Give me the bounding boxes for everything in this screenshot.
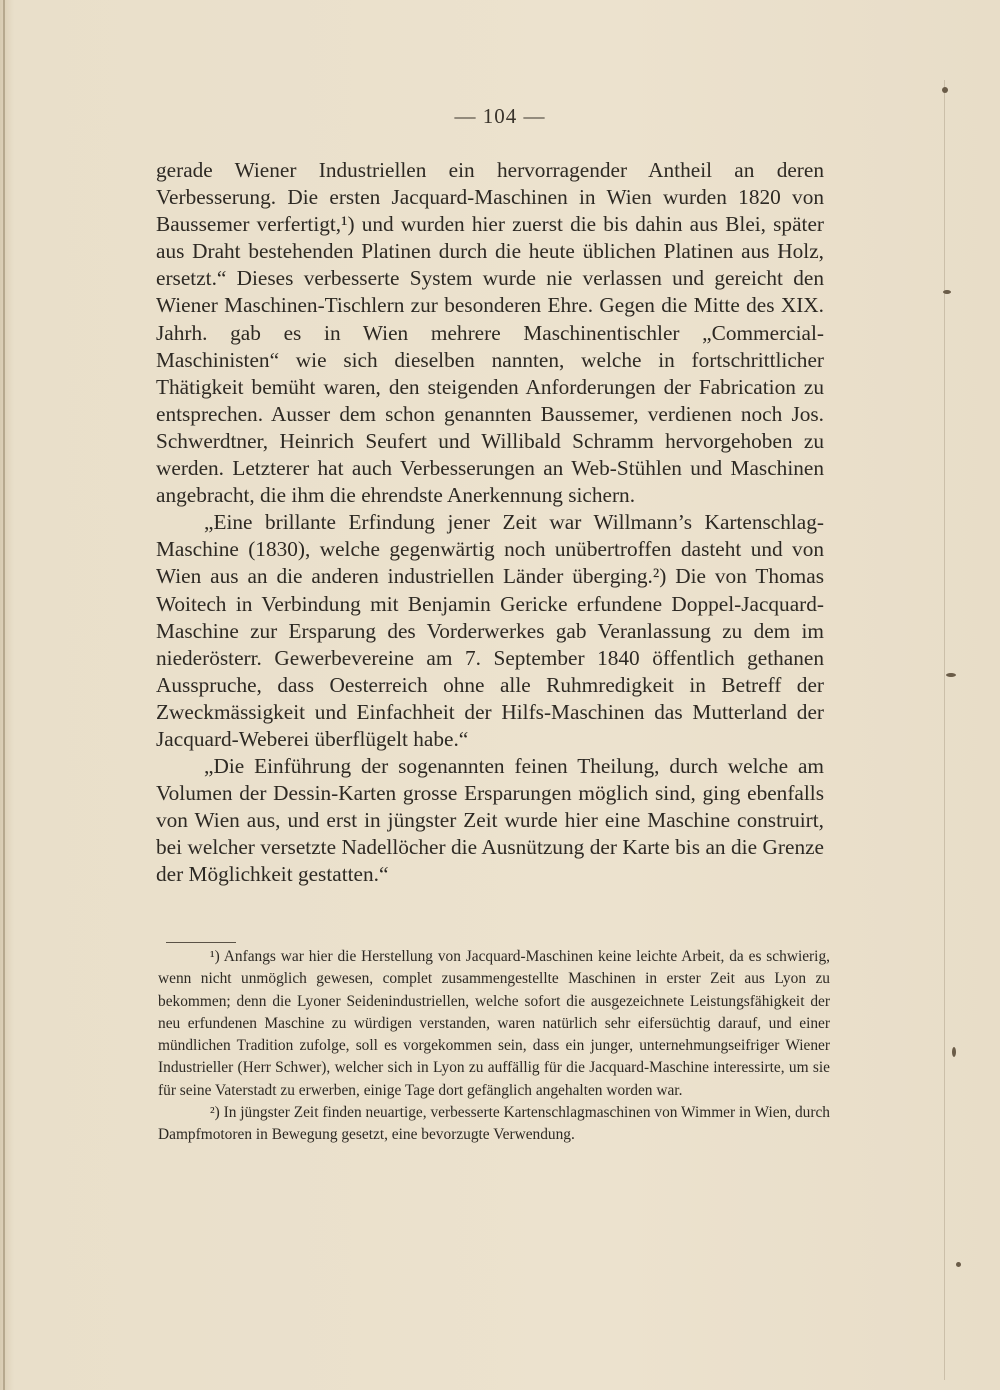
footnotes: [158, 946, 830, 1147]
paragraph: „Die Einführung der sogenannten feinen Theilung, durch welche am Volumen der Dessin-Karten grosse Ersparungen möglich sind, ging ebenfalls von Wien aus, und erst in jüngster Zeit wurde hier eine Maschine construirt, bei welcher versetzte Nadellöcher die Ausnützung der Karte bis an die Grenze der Möglichkeit gestatten.“: [156, 754, 824, 887]
footnote-separator: [166, 942, 236, 943]
margin-speck: [942, 87, 948, 93]
page-spine-edge: [3, 0, 5, 1390]
margin-speck: [946, 673, 956, 677]
margin-speck: [956, 1262, 961, 1267]
paragraph: „Eine brillante Erfindung jener Zeit war Willmann’s Kartenschlag-Maschine (1830), welche gegenwärtig noch unübertroffen dasteht und von Wien aus an die anderen industriellen Länder überging.²) Die von Thomas Woitech in Verbindung mit Benjamin Gericke erfundene Doppel-Jacquard-Maschine zur Ersparung des Vorderwerkes gab Veranlassung zu dem im niederösterr. Gewerbevereine am 7. September 1840 öffentlich gethanen Ausspruche, dass Oesterreich ohne alle Ruhmredigkeit in Betreff der Zweckmässigkeit und Einfachheit der Hilfs-Maschinen das Mutterland der Jacquard-Weberei überflügelt habe.“: [156, 510, 824, 751]
margin-speck: [952, 1047, 956, 1057]
page-number: — 104 —: [454, 104, 546, 128]
main-text: [156, 157, 824, 889]
paragraph: gerade Wiener Industriellen ein hervorragender Antheil an deren Verbesserung. Die ersten Jacquard-Maschinen in Wien wurden 1820 von Baussemer verfertigt,¹) und wurden hier zuerst die bis dahin aus Blei, später aus Draht bestehenden Platinen durch die heute üblichen Platinen aus Holz, ersetzt.“ Dieses verbesserte System wurde nie verlassen und gereicht den Wiener Maschinen-Tischlern zur besonderen Ehre. Gegen die Mitte des XIX. Jahrh. gab es in Wien mehrere Maschinentischler „Commercial-Maschinisten“ wie sich dieselben nannten, welche in fortschrittlicher Thätigkeit bemüht waren, den steigenden Anforderungen der Fabrication zu entsprechen. Ausser dem schon genannten Baussemer, verdienen noch Jos. Schwerdtner, Heinrich Seufert und Willibald Schramm hervorgehoben zu werden. Letzterer hat auch Verbesserungen an Web-Stühlen und Maschinen angebracht, die ihm die ehrendste Anerkennung sichern.: [156, 158, 824, 508]
footnote: ²) In jüngster Zeit finden neuartige, verbesserte Kartenschlagmaschinen von Wimmer in Wien, durch Dampfmotoren in Bewegung gesetzt, eine bevorzugte Verwendung.: [158, 1104, 830, 1144]
margin-speck: [943, 290, 951, 294]
page-right-edge: [944, 80, 945, 1380]
footnote: ¹) Anfangs war hier die Herstellung von Jacquard-Maschinen keine leichte Arbeit, da es schwierig, wenn nicht unmöglich gewesen, complet zusammengestellte Maschinen in erster Zeit aus Lyon zu bekommen; denn die Lyoner Seidenindustriellen, welche sofort die ausgezeichnete Leistungsfähigkeit der neu erfundenen Maschine zu würdigen verstanden, waren natürlich sehr eifersüchtig darauf, und einer mündlichen Tradition zufolge, soll es vorgekommen sein, dass ein junger, unternehmungseifriger Wiener Industrieller (Herr Schwer), welcher sich in Lyon zu auffällig für die Jacquard-Maschine interessirte, um sie für seine Vaterstadt zu erwerben, einige Tage dort gefänglich angehalten worden war.: [158, 948, 830, 1099]
